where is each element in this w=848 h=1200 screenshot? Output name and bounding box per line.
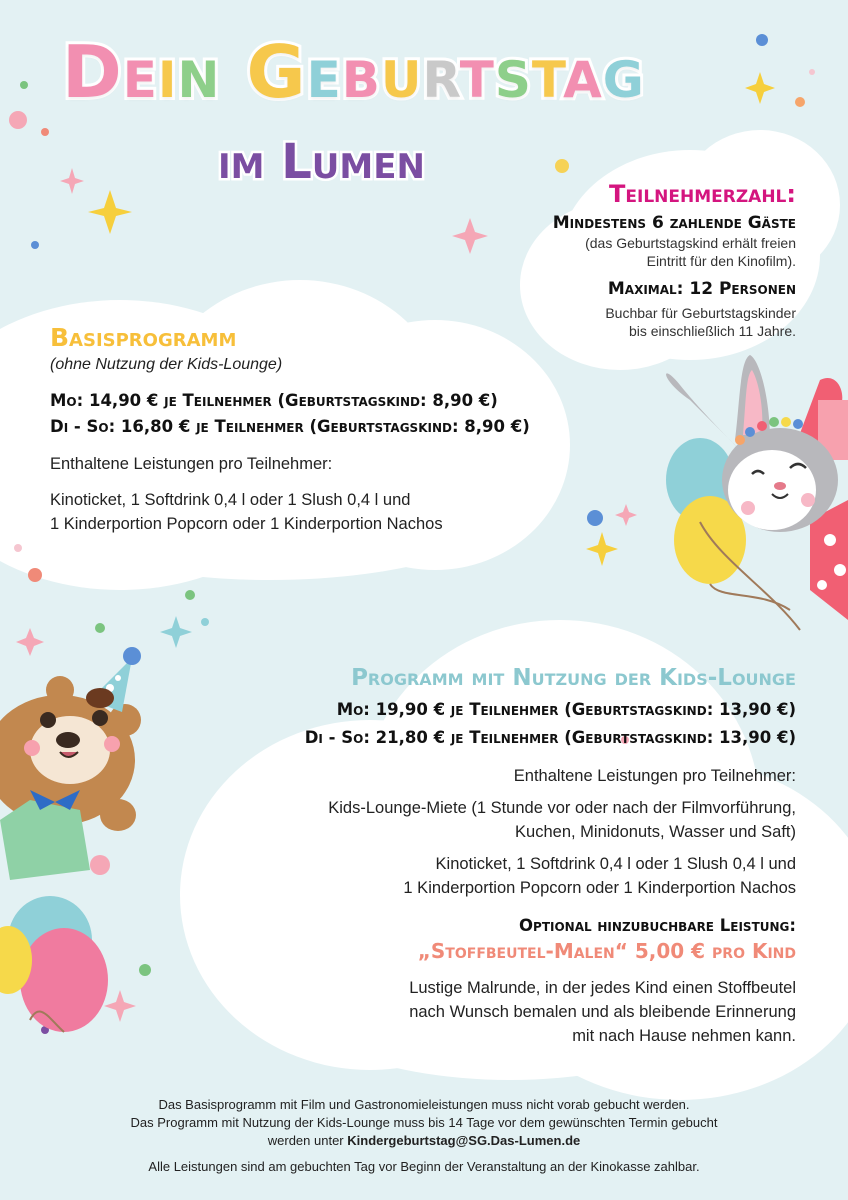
sparkle-icon xyxy=(88,190,132,234)
confetti-dot xyxy=(185,590,195,600)
confetti-dot xyxy=(756,34,768,46)
title-letter: D xyxy=(62,30,123,114)
lounge-program-heading: Programm mit Nutzung der Kids-Lounge xyxy=(351,665,796,691)
footer-email-link[interactable]: Kindergeburtstag@SG.Das-Lumen.de xyxy=(347,1133,581,1148)
footer-line-4: Alle Leistungen sind am gebuchten Tag vor Beginn der Veranstaltung an der Kinokasse zahlbar. xyxy=(148,1159,700,1174)
basic-services-label: Enthaltene Leistungen pro Teilnehmer: xyxy=(50,455,333,473)
participants-min: Mindestens 6 zahlende Gäste xyxy=(552,213,796,233)
basic-program-heading: Basisprogramm xyxy=(50,323,237,352)
basic-program-section xyxy=(50,324,570,536)
confetti-dot xyxy=(95,623,105,633)
bunny-with-balloons xyxy=(640,340,848,640)
confetti-dot xyxy=(41,128,49,136)
page-title xyxy=(62,30,645,114)
participants-max-note-2: bis einschließlich 11 Jahre. xyxy=(628,323,796,339)
basic-price-tue-sun: Di - So: 16,80 € je Teilnehmer (Geburtstagskind: 8,90 €) xyxy=(50,417,530,436)
lounge-services-line-1: Kinoticket, 1 Softdrink 0,4 l oder 1 Slush 0,4 l und xyxy=(435,855,796,873)
lounge-rent-line-2: Kuchen, Minidonuts, Wasser und Saft) xyxy=(515,823,796,841)
lounge-price-mon: Mo: 19,90 € je Teilnehmer (Geburtstagskind: 13,90 €) xyxy=(336,700,796,719)
optional-desc-line-2: nach Wunsch bemalen und als bleibende Erinnerung xyxy=(409,1003,796,1021)
sparkle-icon xyxy=(586,532,618,566)
lounge-services-line-2: 1 Kinderportion Popcorn oder 1 Kinderportion Nachos xyxy=(403,879,796,897)
title-letter: n xyxy=(177,30,221,114)
participants-max: Maximal: 12 Personen xyxy=(607,279,796,299)
confetti-dot xyxy=(795,97,805,107)
sparkle-icon xyxy=(60,168,84,194)
footer-line-3-prefix: werden unter xyxy=(267,1133,348,1148)
footer-line-3 xyxy=(0,1132,848,1150)
basic-price-mon: Mo: 14,90 € je Teilnehmer (Geburtstagskind: 8,90 €) xyxy=(50,391,498,410)
participants-heading: Teilnehmerzahl: xyxy=(609,180,796,208)
participants-max-note-1: Buchbar für Geburtstagskinder xyxy=(605,305,796,321)
title-letter: g xyxy=(602,30,645,114)
lounge-services-label: Enthaltene Leistungen pro Teilnehmer: xyxy=(513,767,796,785)
lounge-price-tue-sun: Di - So: 21,80 € je Teilnehmer (Geburtstagskind: 13,90 €) xyxy=(304,728,796,747)
title-letter: a xyxy=(563,30,603,114)
confetti-dot xyxy=(14,544,22,552)
footer-notes xyxy=(0,1096,848,1176)
sparkle-icon xyxy=(615,504,637,526)
participants-min-note-1: (das Geburtstagskind erhält freien xyxy=(585,235,796,251)
lounge-rent-line-1: Kids-Lounge-Miete (1 Stunde vor oder nach der Filmvorführung, xyxy=(328,799,796,817)
title-letter: t xyxy=(459,30,495,114)
optional-desc-line-1: Lustige Malrunde, in der jedes Kind einen Stoffbeutel xyxy=(409,979,796,997)
page-subtitle: im Lumen xyxy=(218,134,425,190)
footer-line-2: Das Programm mit Nutzung der Kids-Lounge muss bis 14 Tage vor dem gewünschten Termin gebucht xyxy=(130,1115,718,1130)
confetti-dot xyxy=(587,510,603,526)
basic-services-line-2: 1 Kinderportion Popcorn oder 1 Kinderportion Nachos xyxy=(50,515,443,533)
title-letter: r xyxy=(422,30,460,114)
participants-section xyxy=(436,180,796,340)
confetti-dot xyxy=(31,241,39,249)
bear-with-party-hat xyxy=(0,640,160,1040)
title-letter: s xyxy=(494,30,532,114)
title-letter: e xyxy=(122,30,158,114)
title-letter: u xyxy=(380,30,423,114)
basic-program-subheading: (ohne Nutzung der Kids-Lounge) xyxy=(50,356,283,373)
optional-item: „Stoffbeutel-Malen“ 5,00 € pro Kind xyxy=(417,939,796,963)
basic-services-line-1: Kinoticket, 1 Softdrink 0,4 l oder 1 Slush 0,4 l und xyxy=(50,491,411,509)
title-letter: e xyxy=(306,30,342,114)
sparkle-icon xyxy=(745,72,775,104)
confetti-dot xyxy=(809,69,815,75)
footer-line-1: Das Basisprogramm mit Film und Gastronomieleistungen muss nicht vorab gebucht werden. xyxy=(158,1097,690,1112)
confetti-dot xyxy=(9,111,27,129)
participants-min-note-2: Eintritt für den Kinofilm). xyxy=(646,253,796,269)
confetti-dot xyxy=(20,81,28,89)
confetti-dot xyxy=(28,568,42,582)
title-letter: t xyxy=(531,30,564,114)
lounge-program-section xyxy=(236,664,796,1048)
title-letter: i xyxy=(157,30,178,114)
confetti-dot xyxy=(555,159,569,173)
confetti-dot xyxy=(201,618,209,626)
title-letter: G xyxy=(246,30,307,114)
optional-heading: Optional hinzubuchbare Leistung: xyxy=(519,916,796,935)
sparkle-icon xyxy=(160,616,192,648)
title-letter: b xyxy=(341,30,381,114)
optional-desc-line-3: mit nach Hause nehmen kann. xyxy=(572,1027,796,1045)
